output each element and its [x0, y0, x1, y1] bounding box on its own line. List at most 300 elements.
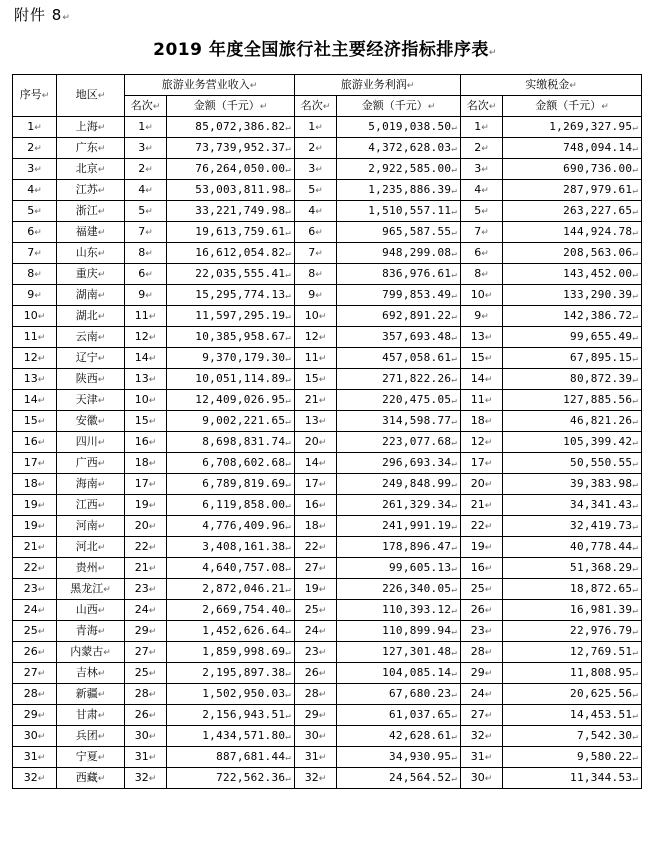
cell-profit-rank: 28↵	[295, 684, 337, 705]
cell-tax-amount: 39,383.98↵	[503, 474, 642, 495]
cell-revenue-rank: 19↵	[125, 495, 167, 516]
cell-revenue-amount: 33,221,749.98↵	[167, 201, 295, 222]
cell-profit-amount: 948,299.08↵	[337, 243, 461, 264]
cell-seq: 14↵	[13, 390, 57, 411]
cell-profit-amount: 2,922,585.00↵	[337, 159, 461, 180]
cell-revenue-rank: 17↵	[125, 474, 167, 495]
table-row	[13, 306, 642, 327]
table-row	[13, 369, 642, 390]
cell-tax-rank: 24↵	[461, 684, 503, 705]
table-row	[13, 453, 642, 474]
cell-tax-rank: 19↵	[461, 537, 503, 558]
cell-revenue-rank: 10↵	[125, 390, 167, 411]
cell-revenue-amount: 887,681.44↵	[167, 747, 295, 768]
cell-profit-rank: 21↵	[295, 390, 337, 411]
cell-profit-amount: 223,077.68↵	[337, 432, 461, 453]
cell-profit-rank: 19↵	[295, 579, 337, 600]
cell-profit-amount: 5,019,038.50↵	[337, 117, 461, 138]
cell-revenue-amount: 10,385,958.67↵	[167, 327, 295, 348]
cell-revenue-amount: 9,002,221.65↵	[167, 411, 295, 432]
cell-revenue-amount: 53,003,811.98↵	[167, 180, 295, 201]
cell-tax-amount: 7,542.30↵	[503, 726, 642, 747]
cell-region: 内蒙古↵	[57, 642, 125, 663]
cell-tax-amount: 99,655.49↵	[503, 327, 642, 348]
cell-tax-rank: 11↵	[461, 390, 503, 411]
cell-region: 北京↵	[57, 159, 125, 180]
cell-tax-amount: 144,924.78↵	[503, 222, 642, 243]
cell-profit-rank: 11↵	[295, 348, 337, 369]
cell-profit-rank: 30↵	[295, 726, 337, 747]
cell-revenue-rank: 23↵	[125, 579, 167, 600]
cell-profit-rank: 10↵	[295, 306, 337, 327]
cell-revenue-rank: 13↵	[125, 369, 167, 390]
cell-region: 广东↵	[57, 138, 125, 159]
cell-tax-amount: 263,227.65↵	[503, 201, 642, 222]
cell-tax-rank: 7↵	[461, 222, 503, 243]
cell-revenue-rank: 32↵	[125, 768, 167, 789]
cell-revenue-amount: 10,051,114.89↵	[167, 369, 295, 390]
cell-seq: 4↵	[13, 180, 57, 201]
cell-revenue-amount: 6,119,858.00↵	[167, 495, 295, 516]
cell-revenue-rank: 6↵	[125, 264, 167, 285]
cell-profit-rank: 7↵	[295, 243, 337, 264]
table-row	[13, 579, 642, 600]
table-row	[13, 663, 642, 684]
cell-tax-rank: 2↵	[461, 138, 503, 159]
cell-region: 安徽↵	[57, 411, 125, 432]
cell-seq: 21↵	[13, 537, 57, 558]
cell-seq: 3↵	[13, 159, 57, 180]
cell-profit-amount: 110,393.12↵	[337, 600, 461, 621]
cell-profit-amount: 4,372,628.03↵	[337, 138, 461, 159]
table-body	[13, 117, 642, 789]
cell-seq: 13↵	[13, 369, 57, 390]
cell-revenue-rank: 25↵	[125, 663, 167, 684]
cell-revenue-amount: 1,434,571.80↵	[167, 726, 295, 747]
header-tax: 实缴税金↵	[461, 75, 642, 96]
cell-seq: 32↵	[13, 768, 57, 789]
cell-profit-amount: 67,680.23↵	[337, 684, 461, 705]
cell-region: 兵团↵	[57, 726, 125, 747]
cell-tax-rank: 20↵	[461, 474, 503, 495]
cell-profit-amount: 261,329.34↵	[337, 495, 461, 516]
cell-tax-amount: 105,399.42↵	[503, 432, 642, 453]
cell-revenue-rank: 24↵	[125, 600, 167, 621]
table-row	[13, 474, 642, 495]
cell-revenue-amount: 11,597,295.19↵	[167, 306, 295, 327]
cell-revenue-rank: 22↵	[125, 537, 167, 558]
cell-tax-rank: 1↵	[461, 117, 503, 138]
cell-region: 河南↵	[57, 516, 125, 537]
cell-region: 浙江↵	[57, 201, 125, 222]
cell-seq: 28↵	[13, 684, 57, 705]
table-row	[13, 600, 642, 621]
page-title: 2019 年度全国旅行社主要经济指标排序表↵	[153, 40, 497, 60]
cell-tax-amount: 748,094.14↵	[503, 138, 642, 159]
cell-revenue-amount: 76,264,050.00↵	[167, 159, 295, 180]
cell-profit-amount: 24,564.52↵	[337, 768, 461, 789]
table-row	[13, 222, 642, 243]
table-row	[13, 159, 642, 180]
cell-revenue-rank: 28↵	[125, 684, 167, 705]
cell-profit-rank: 2↵	[295, 138, 337, 159]
cell-seq: 2↵	[13, 138, 57, 159]
cell-revenue-amount: 2,669,754.40↵	[167, 600, 295, 621]
cell-revenue-amount: 2,872,046.21↵	[167, 579, 295, 600]
cell-revenue-rank: 21↵	[125, 558, 167, 579]
cell-seq: 26↵	[13, 642, 57, 663]
cell-tax-rank: 28↵	[461, 642, 503, 663]
cell-region: 贵州↵	[57, 558, 125, 579]
ranking-table	[12, 74, 642, 789]
cell-tax-rank: 14↵	[461, 369, 503, 390]
cell-profit-rank: 5↵	[295, 180, 337, 201]
cell-profit-rank: 24↵	[295, 621, 337, 642]
cell-profit-amount: 1,510,557.11↵	[337, 201, 461, 222]
cell-profit-rank: 16↵	[295, 495, 337, 516]
header-row-1	[13, 75, 642, 96]
cell-tax-amount: 40,778.44↵	[503, 537, 642, 558]
cell-seq: 6↵	[13, 222, 57, 243]
table-row	[13, 117, 642, 138]
cell-profit-amount: 965,587.55↵	[337, 222, 461, 243]
cell-revenue-rank: 5↵	[125, 201, 167, 222]
header-amount: 金额（千元）↵	[337, 96, 461, 117]
cell-profit-amount: 99,605.13↵	[337, 558, 461, 579]
cell-region: 黑龙江↵	[57, 579, 125, 600]
table-row	[13, 537, 642, 558]
cell-tax-amount: 20,625.56↵	[503, 684, 642, 705]
cell-region: 甘肃↵	[57, 705, 125, 726]
cell-revenue-amount: 2,156,943.51↵	[167, 705, 295, 726]
cell-tax-amount: 46,821.26↵	[503, 411, 642, 432]
cell-region: 河北↵	[57, 537, 125, 558]
cell-revenue-amount: 6,708,602.68↵	[167, 453, 295, 474]
cell-tax-rank: 29↵	[461, 663, 503, 684]
cell-region: 天津↵	[57, 390, 125, 411]
cell-tax-amount: 80,872.39↵	[503, 369, 642, 390]
cell-seq: 19↵	[13, 495, 57, 516]
cell-tax-amount: 1,269,327.95↵	[503, 117, 642, 138]
cell-profit-rank: 1↵	[295, 117, 337, 138]
cell-revenue-amount: 2,195,897.38↵	[167, 663, 295, 684]
cell-seq: 27↵	[13, 663, 57, 684]
cell-seq: 12↵	[13, 348, 57, 369]
cell-region: 江苏↵	[57, 180, 125, 201]
cell-tax-rank: 18↵	[461, 411, 503, 432]
cell-seq: 1↵	[13, 117, 57, 138]
cell-seq: 10↵	[13, 306, 57, 327]
cell-profit-rank: 15↵	[295, 369, 337, 390]
cell-profit-amount: 296,693.34↵	[337, 453, 461, 474]
cell-revenue-rank: 4↵	[125, 180, 167, 201]
cell-profit-rank: 4↵	[295, 201, 337, 222]
cell-revenue-rank: 27↵	[125, 642, 167, 663]
header-revenue: 旅游业务营业收入↵	[125, 75, 295, 96]
cell-seq: 24↵	[13, 600, 57, 621]
cell-profit-amount: 457,058.61↵	[337, 348, 461, 369]
cell-tax-rank: 17↵	[461, 453, 503, 474]
cell-profit-rank: 14↵	[295, 453, 337, 474]
cell-tax-amount: 690,736.00↵	[503, 159, 642, 180]
cell-region: 辽宁↵	[57, 348, 125, 369]
cell-tax-rank: 6↵	[461, 243, 503, 264]
cell-revenue-amount: 4,640,757.08↵	[167, 558, 295, 579]
table-row	[13, 558, 642, 579]
cell-seq: 31↵	[13, 747, 57, 768]
cell-profit-rank: 12↵	[295, 327, 337, 348]
cell-profit-amount: 357,693.48↵	[337, 327, 461, 348]
cell-profit-rank: 26↵	[295, 663, 337, 684]
cell-tax-amount: 11,344.53↵	[503, 768, 642, 789]
cell-tax-amount: 51,368.29↵	[503, 558, 642, 579]
table-row	[13, 705, 642, 726]
cell-profit-rank: 32↵	[295, 768, 337, 789]
table-row	[13, 726, 642, 747]
cell-revenue-amount: 1,452,626.64↵	[167, 621, 295, 642]
cell-revenue-rank: 31↵	[125, 747, 167, 768]
cell-tax-rank: 5↵	[461, 201, 503, 222]
cell-region: 四川↵	[57, 432, 125, 453]
cell-revenue-rank: 20↵	[125, 516, 167, 537]
cell-revenue-rank: 11↵	[125, 306, 167, 327]
cell-region: 湖南↵	[57, 285, 125, 306]
cell-profit-rank: 27↵	[295, 558, 337, 579]
header-region: 地区↵	[57, 75, 125, 117]
cell-profit-amount: 178,896.47↵	[337, 537, 461, 558]
table-row	[13, 747, 642, 768]
cell-tax-rank: 22↵	[461, 516, 503, 537]
table-row	[13, 390, 642, 411]
cell-region: 新疆↵	[57, 684, 125, 705]
cell-tax-rank: 4↵	[461, 180, 503, 201]
table-row	[13, 243, 642, 264]
header-amount: 金额（千元）↵	[503, 96, 642, 117]
cell-tax-rank: 12↵	[461, 432, 503, 453]
cell-tax-rank: 9↵	[461, 306, 503, 327]
cell-revenue-rank: 26↵	[125, 705, 167, 726]
header-rank: 名次↵	[461, 96, 503, 117]
cell-revenue-amount: 1,859,998.69↵	[167, 642, 295, 663]
cell-revenue-amount: 19,613,759.61↵	[167, 222, 295, 243]
cell-profit-rank: 9↵	[295, 285, 337, 306]
cell-revenue-rank: 15↵	[125, 411, 167, 432]
cell-region: 吉林↵	[57, 663, 125, 684]
cell-profit-amount: 34,930.95↵	[337, 747, 461, 768]
cell-region: 陕西↵	[57, 369, 125, 390]
cell-seq: 7↵	[13, 243, 57, 264]
cell-tax-amount: 127,885.56↵	[503, 390, 642, 411]
cell-revenue-amount: 85,072,386.82↵	[167, 117, 295, 138]
cell-profit-amount: 110,899.94↵	[337, 621, 461, 642]
cell-profit-rank: 17↵	[295, 474, 337, 495]
cell-revenue-rank: 18↵	[125, 453, 167, 474]
cell-seq: 19↵	[13, 516, 57, 537]
cell-seq: 15↵	[13, 411, 57, 432]
cell-seq: 11↵	[13, 327, 57, 348]
cell-region: 海南↵	[57, 474, 125, 495]
cell-tax-rank: 27↵	[461, 705, 503, 726]
cell-seq: 25↵	[13, 621, 57, 642]
cell-region: 西藏↵	[57, 768, 125, 789]
cell-seq: 18↵	[13, 474, 57, 495]
cell-tax-amount: 208,563.06↵	[503, 243, 642, 264]
cell-region: 山东↵	[57, 243, 125, 264]
cell-tax-amount: 18,872.65↵	[503, 579, 642, 600]
cell-profit-amount: 104,085.14↵	[337, 663, 461, 684]
cell-region: 宁夏↵	[57, 747, 125, 768]
cell-tax-rank: 8↵	[461, 264, 503, 285]
cell-revenue-amount: 3,408,161.38↵	[167, 537, 295, 558]
table-row	[13, 621, 642, 642]
cell-region: 湖北↵	[57, 306, 125, 327]
cell-tax-amount: 142,386.72↵	[503, 306, 642, 327]
cell-tax-rank: 16↵	[461, 558, 503, 579]
cell-revenue-rank: 29↵	[125, 621, 167, 642]
cell-profit-rank: 13↵	[295, 411, 337, 432]
cell-revenue-amount: 9,370,179.30↵	[167, 348, 295, 369]
header-amount: 金额（千元）↵	[167, 96, 295, 117]
cell-profit-amount: 226,340.05↵	[337, 579, 461, 600]
cell-revenue-rank: 30↵	[125, 726, 167, 747]
cell-tax-rank: 25↵	[461, 579, 503, 600]
cell-revenue-amount: 722,562.36↵	[167, 768, 295, 789]
cell-seq: 23↵	[13, 579, 57, 600]
cell-profit-amount: 314,598.77↵	[337, 411, 461, 432]
table-row	[13, 180, 642, 201]
cell-profit-amount: 241,991.19↵	[337, 516, 461, 537]
cell-profit-rank: 31↵	[295, 747, 337, 768]
cell-revenue-amount: 16,612,054.82↵	[167, 243, 295, 264]
cell-tax-amount: 143,452.00↵	[503, 264, 642, 285]
cell-revenue-amount: 8,698,831.74↵	[167, 432, 295, 453]
cell-tax-amount: 67,895.15↵	[503, 348, 642, 369]
cell-tax-amount: 133,290.39↵	[503, 285, 642, 306]
header-profit: 旅游业务利润↵	[295, 75, 461, 96]
cell-tax-rank: 30↵	[461, 768, 503, 789]
cell-tax-rank: 13↵	[461, 327, 503, 348]
table-row	[13, 327, 642, 348]
cell-seq: 8↵	[13, 264, 57, 285]
header-rank: 名次↵	[125, 96, 167, 117]
cell-seq: 16↵	[13, 432, 57, 453]
cell-tax-amount: 11,808.95↵	[503, 663, 642, 684]
cell-profit-rank: 8↵	[295, 264, 337, 285]
table-row	[13, 411, 642, 432]
table-row	[13, 768, 642, 789]
cell-revenue-rank: 12↵	[125, 327, 167, 348]
cell-tax-rank: 3↵	[461, 159, 503, 180]
table-row	[13, 684, 642, 705]
cell-tax-rank: 10↵	[461, 285, 503, 306]
cell-region: 上海↵	[57, 117, 125, 138]
table-row	[13, 642, 642, 663]
cell-profit-amount: 692,891.22↵	[337, 306, 461, 327]
table-row	[13, 432, 642, 453]
cell-revenue-amount: 4,776,409.96↵	[167, 516, 295, 537]
cell-profit-rank: 6↵	[295, 222, 337, 243]
cell-profit-amount: 61,037.65↵	[337, 705, 461, 726]
cell-seq: 30↵	[13, 726, 57, 747]
cell-region: 云南↵	[57, 327, 125, 348]
cell-profit-amount: 127,301.48↵	[337, 642, 461, 663]
cell-seq: 22↵	[13, 558, 57, 579]
cell-region: 江西↵	[57, 495, 125, 516]
cell-revenue-amount: 1,502,950.03↵	[167, 684, 295, 705]
table-row	[13, 285, 642, 306]
cell-tax-rank: 26↵	[461, 600, 503, 621]
cell-tax-amount: 50,550.55↵	[503, 453, 642, 474]
cell-profit-amount: 799,853.49↵	[337, 285, 461, 306]
cell-tax-rank: 23↵	[461, 621, 503, 642]
cell-profit-rank: 22↵	[295, 537, 337, 558]
cell-revenue-rank: 3↵	[125, 138, 167, 159]
cell-revenue-rank: 2↵	[125, 159, 167, 180]
cell-revenue-amount: 15,295,774.13↵	[167, 285, 295, 306]
cell-region: 山西↵	[57, 600, 125, 621]
cell-tax-amount: 34,341.43↵	[503, 495, 642, 516]
cell-seq: 5↵	[13, 201, 57, 222]
cell-tax-amount: 14,453.51↵	[503, 705, 642, 726]
cell-revenue-amount: 12,409,026.95↵	[167, 390, 295, 411]
cell-profit-rank: 18↵	[295, 516, 337, 537]
header-seq: 序号↵	[13, 75, 57, 117]
cell-tax-rank: 21↵	[461, 495, 503, 516]
cell-revenue-rank: 9↵	[125, 285, 167, 306]
cell-revenue-rank: 8↵	[125, 243, 167, 264]
table-row	[13, 495, 642, 516]
cell-seq: 29↵	[13, 705, 57, 726]
cell-region: 青海↵	[57, 621, 125, 642]
cell-profit-rank: 3↵	[295, 159, 337, 180]
table-row	[13, 138, 642, 159]
cell-profit-amount: 220,475.05↵	[337, 390, 461, 411]
cell-tax-amount: 287,979.61↵	[503, 180, 642, 201]
cell-revenue-amount: 73,739,952.37↵	[167, 138, 295, 159]
cell-tax-amount: 16,981.39↵	[503, 600, 642, 621]
cell-region: 重庆↵	[57, 264, 125, 285]
cell-tax-amount: 32,419.73↵	[503, 516, 642, 537]
cell-revenue-amount: 22,035,555.41↵	[167, 264, 295, 285]
cell-revenue-rank: 14↵	[125, 348, 167, 369]
cell-seq: 17↵	[13, 453, 57, 474]
cell-profit-rank: 23↵	[295, 642, 337, 663]
cell-revenue-rank: 7↵	[125, 222, 167, 243]
table-row	[13, 516, 642, 537]
cell-region: 广西↵	[57, 453, 125, 474]
table-row	[13, 264, 642, 285]
table-row	[13, 201, 642, 222]
cell-profit-amount: 249,848.99↵	[337, 474, 461, 495]
cell-tax-amount: 22,976.79↵	[503, 621, 642, 642]
cell-seq: 9↵	[13, 285, 57, 306]
cell-profit-amount: 42,628.61↵	[337, 726, 461, 747]
header-rank: 名次↵	[295, 96, 337, 117]
cell-profit-amount: 1,235,886.39↵	[337, 180, 461, 201]
cell-tax-amount: 9,580.22↵	[503, 747, 642, 768]
cell-revenue-rank: 1↵	[125, 117, 167, 138]
cell-profit-rank: 25↵	[295, 600, 337, 621]
attachment-label: 附件 8↵	[14, 6, 71, 24]
cell-profit-amount: 836,976.61↵	[337, 264, 461, 285]
cell-profit-amount: 271,822.26↵	[337, 369, 461, 390]
cell-tax-amount: 12,769.51↵	[503, 642, 642, 663]
cell-tax-rank: 32↵	[461, 726, 503, 747]
cell-region: 福建↵	[57, 222, 125, 243]
cell-tax-rank: 31↵	[461, 747, 503, 768]
cell-profit-rank: 29↵	[295, 705, 337, 726]
cell-revenue-amount: 6,789,819.69↵	[167, 474, 295, 495]
